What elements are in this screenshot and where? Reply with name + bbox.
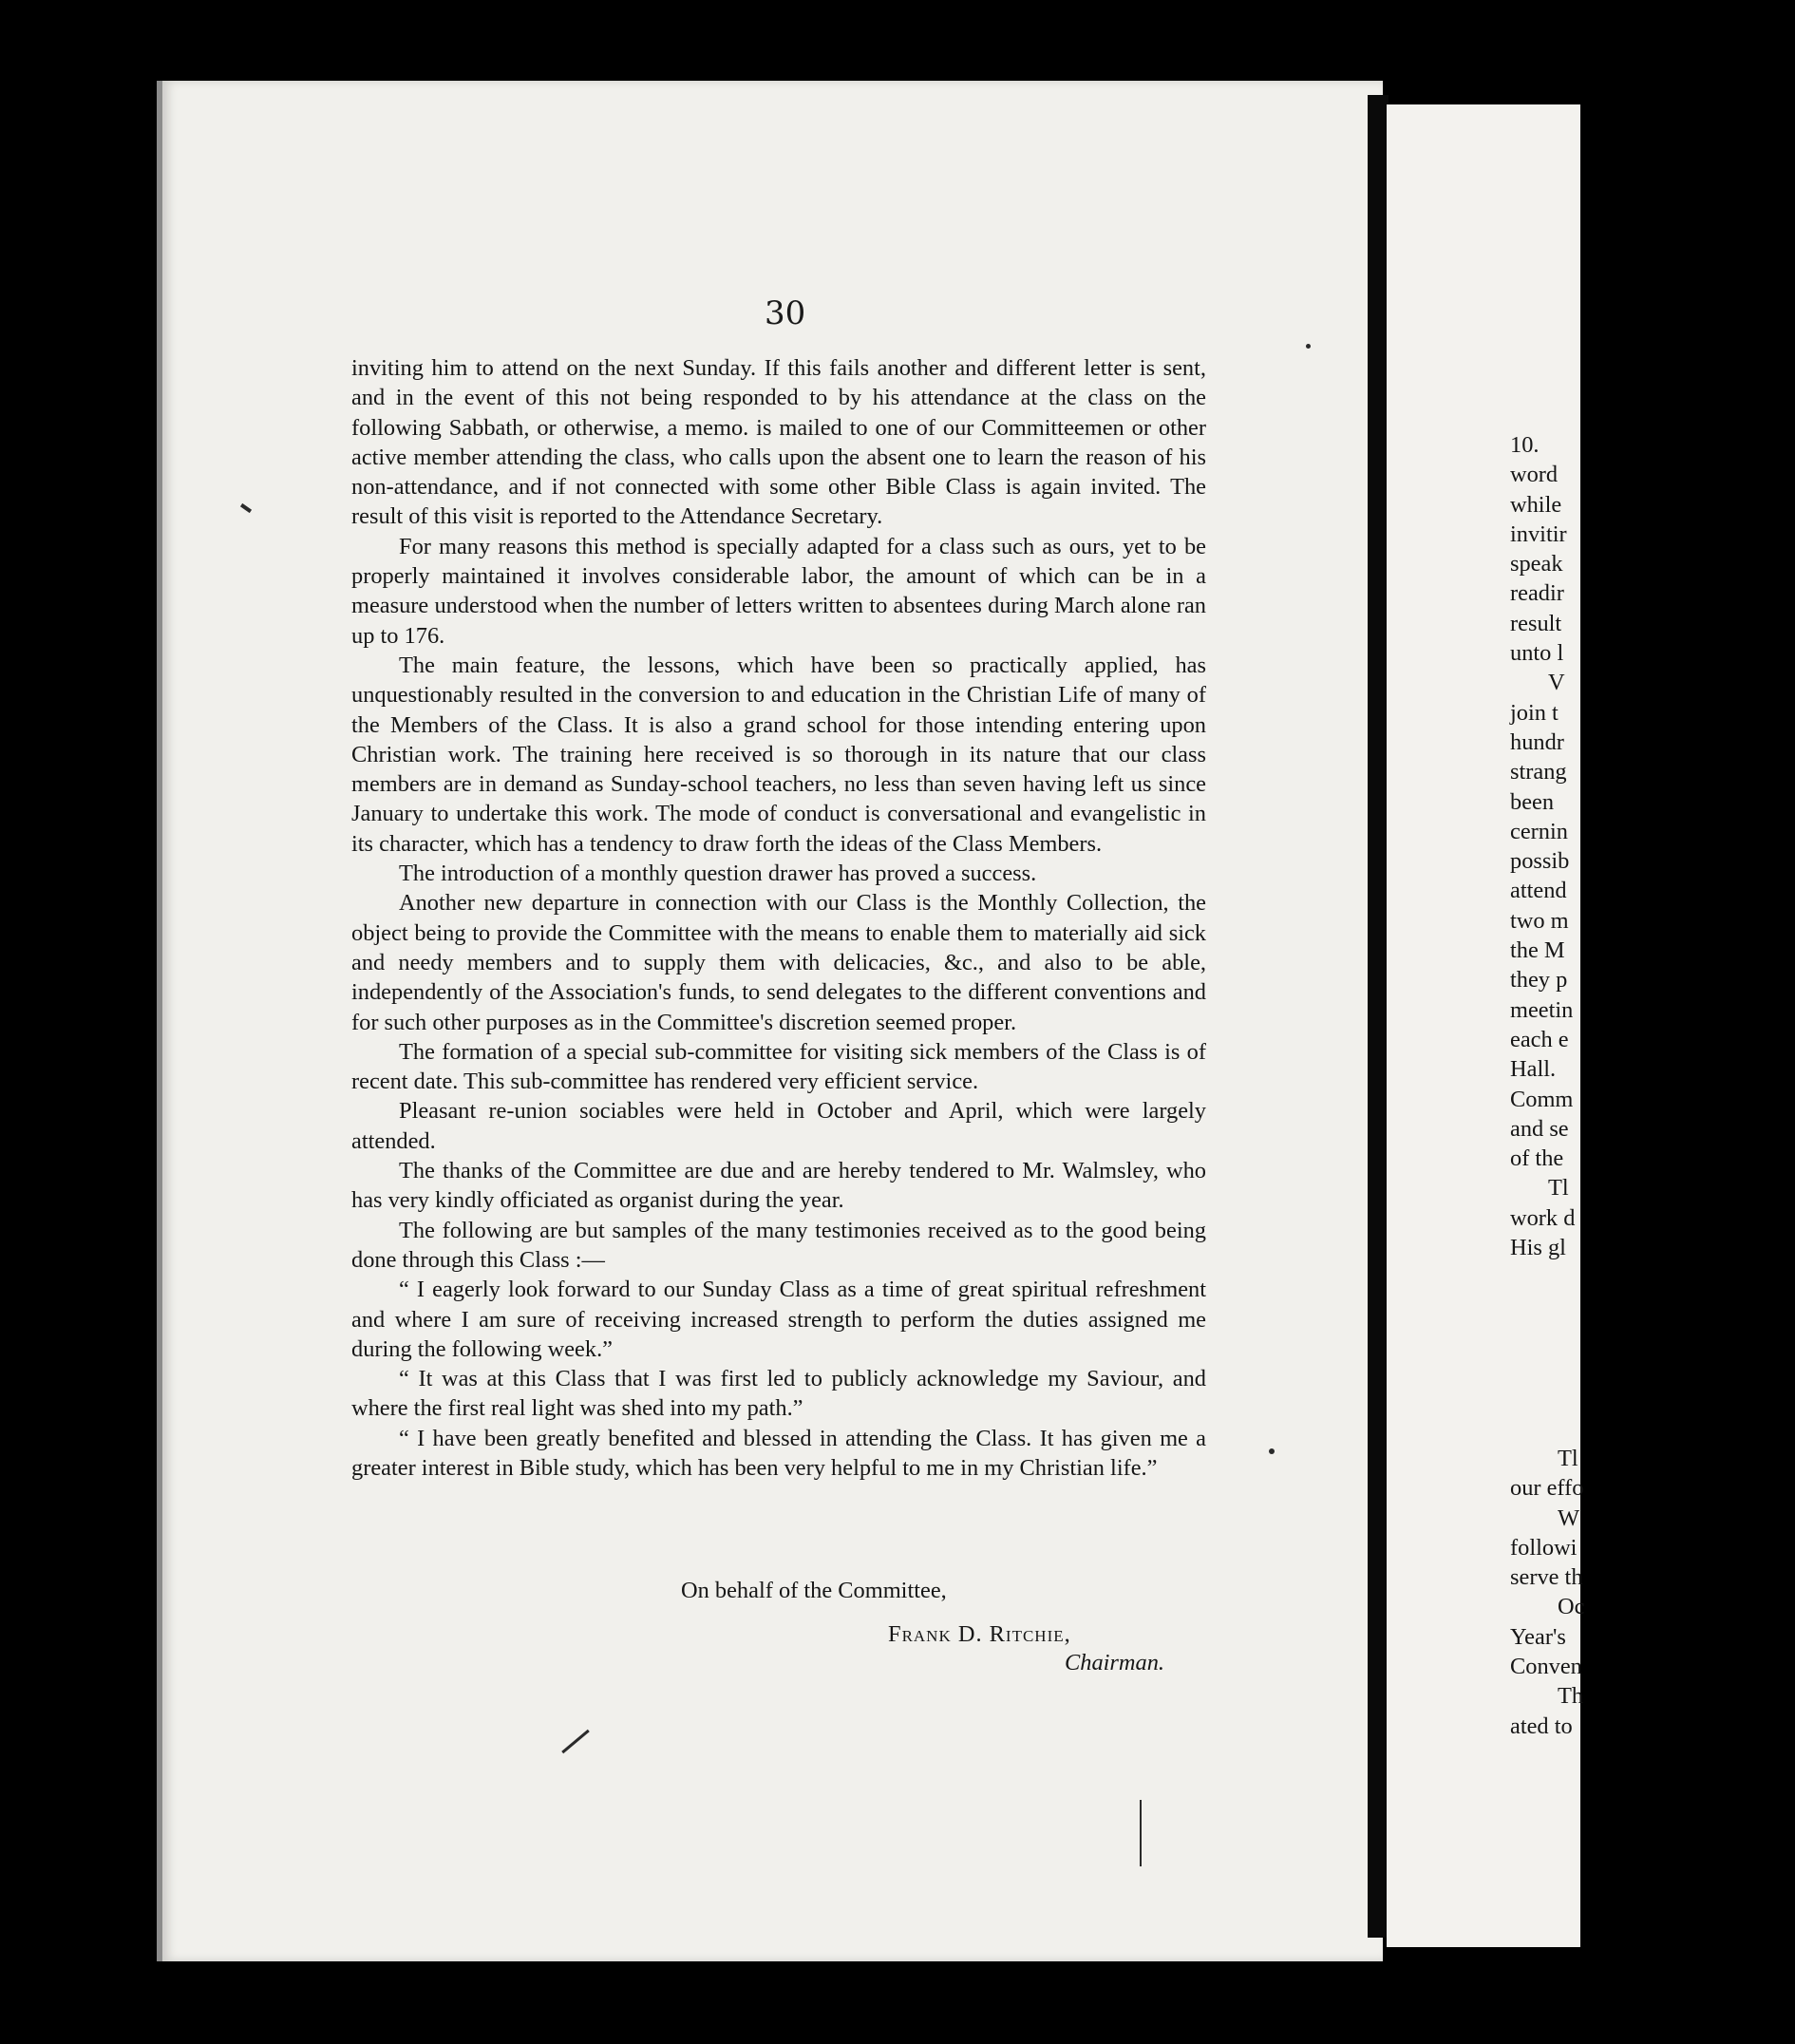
paragraph-main-feature: The main feature, the lessons, which have been so practically applied, has unquestionably resulted in the conversion to and education in the Christian Life of many of the Members of the Class. It is also a grand school for those intending entering upon Christian work. The training here received is so thorough in its nature that our class members are in demand as Sunday-school teachers, no less than seven having left us since January to undertake this work. The mode of conduct is conversational and evangelistic in its character, which has a tendency to draw forth the ideas of the Class Members. <box>351 652 1206 857</box>
right-page-line: word <box>1510 462 1559 488</box>
right-page-line: meetin <box>1510 996 1574 1023</box>
right-page-line: while <box>1510 491 1562 518</box>
right-page-line: Th <box>1558 1683 1584 1710</box>
right-page-line: possib <box>1510 848 1570 875</box>
right-page-line: they p <box>1510 967 1568 994</box>
signoff-behalf: On behalf of the Committee, <box>681 1578 947 1603</box>
right-page-line: ated to <box>1510 1713 1573 1739</box>
right-page-line: Hall. <box>1510 1056 1557 1083</box>
scan-speck <box>1306 344 1311 349</box>
right-page-line: serve th <box>1510 1564 1583 1591</box>
right-page-text-top <box>1510 430 1795 1262</box>
right-page-line: V <box>1548 670 1565 696</box>
right-page-line: His gl <box>1510 1235 1566 1261</box>
right-page-text-bottom <box>1510 1444 1795 1741</box>
book-gutter <box>1368 95 1389 1938</box>
right-page-line: and se <box>1510 1115 1569 1142</box>
signoff-title: Chairman. <box>1065 1650 1165 1675</box>
right-page-line: hundr <box>1510 729 1564 755</box>
right-page-line: Oc <box>1558 1594 1585 1620</box>
report-body <box>351 353 1206 1483</box>
right-page-line: Conven <box>1510 1654 1582 1680</box>
right-page-line: result <box>1510 610 1562 636</box>
right-page-line: the M <box>1510 937 1565 964</box>
right-page-line: invitir <box>1510 520 1567 547</box>
right-page-line: readir <box>1510 580 1564 607</box>
right-page-line: been <box>1510 788 1555 815</box>
right-page-line: two m <box>1510 907 1569 934</box>
right-page-line: work d <box>1510 1204 1576 1231</box>
signoff-name: Frank D. Ritchie, <box>888 1621 1071 1647</box>
scan-speck <box>1269 1448 1275 1454</box>
right-page-line: join t <box>1510 699 1559 726</box>
paragraph-attendance-followup: inviting him to attend on the next Sunday. If this fails another and different letter is sent, and in the event of this not being responded to by his attendance at the class on the following Sabbath, or otherwise, a memo. is mailed to one of our Committeemen or other active member attending the class, who calls upon the absent one to learn the reason of his non-attendance, and if not connected with some other Bible Class is again invited. The result of this visit is reported to the Attendance Secretary. <box>351 355 1206 530</box>
testimony-quote: “ It was at this Class that I was first led to publicly acknowledge my Saviour, and where the first real light was shed into my path.” <box>351 1366 1206 1422</box>
page-number: 30 <box>765 294 806 332</box>
testimony-quote: “ I eagerly look forward to our Sunday Class as a time of great spiritual refreshment and where I am sure of receiving increased strength to perform the duties assigned me during the following week.” <box>351 1277 1206 1362</box>
right-page-line: each e <box>1510 1026 1569 1052</box>
right-page-line: Comm <box>1510 1086 1574 1112</box>
right-page-line: Year's <box>1510 1623 1566 1650</box>
right-page-line: of the <box>1510 1145 1564 1172</box>
testimony-quote: “ I have been greatly benefited and blessed in attending the Class. It has given me a greater interest in Bible study, which has been very helpful to me in my Christian life.” <box>351 1425 1206 1481</box>
paragraph-testimonies-intro: The following are but samples of the many testimonies received as to the good being done through this Class :— <box>351 1217 1206 1273</box>
right-page-line: Tl <box>1558 1446 1578 1471</box>
right-page-line: W <box>1558 1505 1580 1531</box>
right-page-line: Tl <box>1548 1175 1569 1202</box>
paragraph-question-drawer: The introduction of a monthly question drawer has proved a success. <box>399 861 1037 887</box>
right-page-line: 10. <box>1510 432 1540 458</box>
paragraph-sociables: Pleasant re-union sociables were held in October and April, which were largely attended. <box>351 1098 1206 1154</box>
paragraph-monthly-collection: Another new departure in connection with our Class is the Monthly Collection, the object being to provide the Committee with the means to enable them to materially aid sick and needy members and to supply them with delicacies, &c., and also to be able, independently of the Association's funds, to send delegates to the different conventions and for such other purposes as in the Committee's discretion seemed proper. <box>351 890 1206 1035</box>
right-page-line: our effo <box>1510 1475 1584 1502</box>
right-page-line: attend <box>1510 878 1567 904</box>
right-page-line: cernin <box>1510 818 1568 844</box>
paragraph-sub-committee: The formation of a special sub-committee for visiting sick members of the Class is of recent date. This sub-committee has rendered very efficient service. <box>351 1038 1206 1095</box>
right-page-line: unto l <box>1510 640 1564 667</box>
paragraph-method: For many reasons this method is specially adapted for a class such as ours, yet to be properly maintained it involves considerable labor, the amount of which can be in a measure understood when the number of letters written to absentees during March alone ran up to 176. <box>351 533 1206 649</box>
right-page-line: followi <box>1510 1534 1578 1561</box>
paragraph-thanks: The thanks of the Committee are due and are hereby tendered to Mr. Walmsley, who has very kindly officiated as organist during the year. <box>351 1158 1206 1214</box>
right-page-line: speak <box>1510 551 1563 577</box>
scan-speck <box>1140 1800 1142 1866</box>
right-page-line: strang <box>1510 759 1567 785</box>
